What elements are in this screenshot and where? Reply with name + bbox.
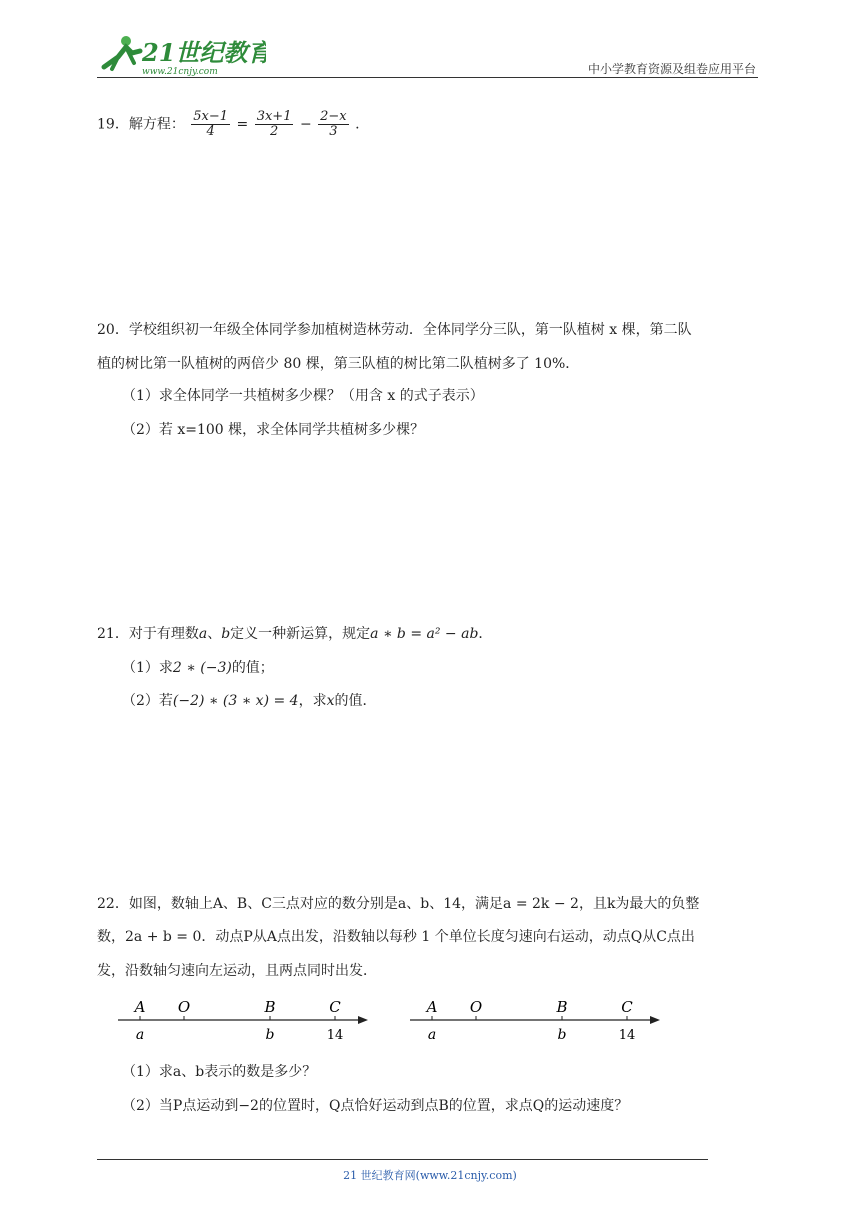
- label-B: B: [556, 998, 568, 1016]
- question-22-part-1: （1）求a、b表示的数是多少？: [122, 1064, 317, 1080]
- footer-link[interactable]: 21 世纪教育网(www.21cnjy.com): [343, 1169, 517, 1182]
- number-line-1: [118, 998, 368, 1043]
- question-22-line-1: 22．如图，数轴上A、B、C三点对应的数分别是a、b、14，满足a = 2k − 2，且k为最大的负整: [97, 896, 700, 912]
- question-20-line-1: 20．学校组织初一年级全体同学参加植树造林劳动．全体同学分三队，第一队植树 x 棵，第二队: [97, 322, 692, 338]
- footer-divider: [97, 1159, 708, 1160]
- logo-url: www.21cnjy.com: [142, 67, 218, 77]
- question-19: 19．解方程： $\frac{5x-1}{4}$ = $\frac{3x+1}{2}$ − $\frac{2-x}{3}$ .: [97, 109, 360, 139]
- label-A: A: [134, 998, 146, 1016]
- question-22-part-2: （2）当P点运动到−2的位置时，Q点恰好运动到点B的位置，求点Q的运动速度？: [122, 1098, 629, 1114]
- number-line-2: [410, 998, 660, 1043]
- label-O: O: [469, 998, 483, 1016]
- label-a: a: [135, 1027, 145, 1043]
- label-B: B: [264, 998, 276, 1016]
- number-line-diagrams: [110, 995, 670, 1045]
- question-20-part-1: （1）求全体同学一共植树多少棵？（用含 x 的式子表示）: [122, 388, 484, 404]
- arrow-right-icon: [650, 1016, 660, 1024]
- header-platform-name: 中小学教育资源及组卷应用平台: [587, 62, 756, 76]
- fraction-2: $\frac{3x+1}{2}$: [256, 109, 292, 139]
- header-divider: [97, 77, 758, 78]
- site-logo: [96, 33, 266, 78]
- label-b: b: [557, 1027, 567, 1043]
- question-21-part-1: （1）求2 ∗ (−3)的值；: [122, 660, 274, 676]
- label-C: C: [329, 998, 341, 1016]
- label-14: 14: [326, 1028, 344, 1043]
- label-a: a: [427, 1027, 437, 1043]
- label-b: b: [265, 1027, 275, 1043]
- label-14: 14: [618, 1028, 636, 1043]
- fraction-3: $\frac{2-x}{3}$: [320, 109, 347, 139]
- label-A: A: [426, 998, 438, 1016]
- label-C: C: [621, 998, 633, 1016]
- runner-logo-icon: [104, 36, 140, 69]
- question-20-line-2: 植的树比第一队植树的两倍少 80 棵，第三队植的树比第二队植树多了 10%．: [97, 356, 580, 372]
- logo-text: 21世纪教育: [142, 38, 266, 67]
- question-21-line-1: 21．对于有理数a、b定义一种新运算，规定a ∗ b = a² − ab．: [97, 626, 493, 642]
- question-20-part-2: （2）若 x=100 棵，求全体同学共植树多少棵？: [122, 422, 425, 438]
- label-O: O: [177, 998, 191, 1016]
- question-22-line-2: 数，2a + b = 0．动点P从A点出发，沿数轴以每秒 1 个单位长度匀速向右运动，动点Q从C点出: [97, 929, 695, 945]
- fraction-1: $\frac{5x-1}{4}$: [193, 109, 229, 139]
- question-21-part-2: （2）若(−2) ∗ (3 ∗ x) = 4，求x的值．: [122, 693, 377, 709]
- question-22-line-3: 发，沿数轴匀速向左运动，且两点同时出发．: [97, 963, 377, 979]
- arrow-right-icon: [358, 1016, 368, 1024]
